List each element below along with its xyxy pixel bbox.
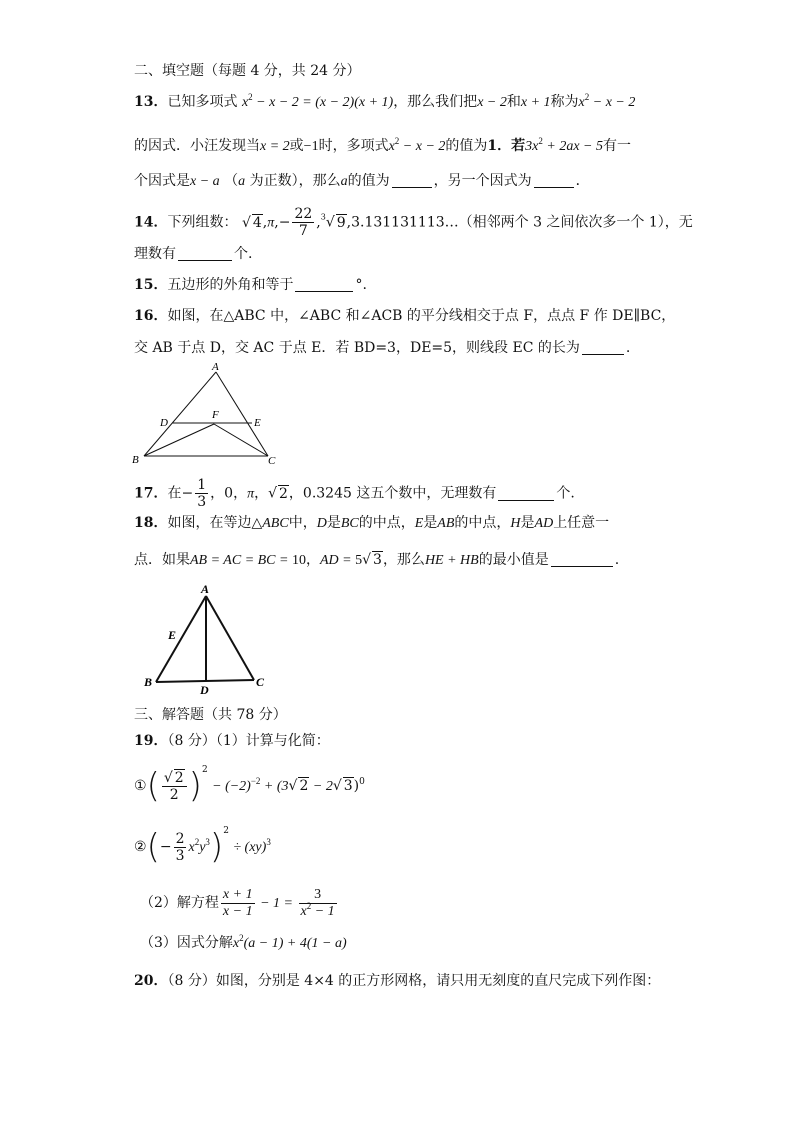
question-17: 17．在− $\frac{1}{3}$ ，0，π，√ 2，0.3245 这五个数中，无理数有 个. <box>134 477 575 510</box>
question-19-calc-1: ①( $\frac{√ 2}{2}$ )$^2 - (-2)^{-2} + (3√$ 2 − 2√ 3)$^0$ <box>134 765 365 806</box>
question-14-line-2: 理数有 个. <box>134 246 253 262</box>
question-13-line-1: 13．已知多项式 $x^2 - x - 2 = (x - 2)(x + 1)$，那么我们把x − 2和x + 1称为$x^2 - x - 2$ <box>134 92 636 110</box>
fraction: $\frac{√ 2}{2}$ <box>162 769 187 803</box>
question-16-line-1: 16．如图，在△ABC 中，∠ABC 和∠ACB 的平分线相交于点 F，点点 F 作 DE∥BC， <box>134 308 676 324</box>
segment-ab <box>156 596 206 682</box>
label-d: D <box>200 683 209 697</box>
answer-blank[interactable] <box>498 486 554 501</box>
figure-18-triangle <box>140 580 280 698</box>
segment-ab <box>144 372 216 456</box>
section-heading: 二、填空题（每题 4 分，共 24 分） <box>134 63 361 79</box>
section-heading: 三、解答题（共 78 分） <box>134 707 287 723</box>
question-14-line-1: 14．下列组数： √ 4,π,− $\frac{22}{7}$ ,$^3$√ 9,3.131131113…（相邻两个 3 之间依次多一个 1），无 <box>134 206 693 239</box>
label-b: B <box>132 454 139 466</box>
question-19-factor: （3）因式分解$x^2(a - 1) + 4(1 - a)$ <box>140 933 347 951</box>
question-18-line-2: 点．如果AB = AC = BC = 10，AD = 5√ 3，那么HE + HB的最小值是 . <box>134 552 620 568</box>
answer-blank[interactable] <box>295 277 353 292</box>
fraction: $\frac{1}{3}$ <box>197 477 207 510</box>
answer-blank[interactable] <box>392 173 432 188</box>
fraction: $\frac{x + 1}{x - 1}$ <box>222 886 253 919</box>
question-13-line-2: 的因式．小汪发现当x = 2或−1时，多项式$x^2 - x - 2$的值为1．若$3x^2 + 2ax - 5$有一 <box>134 136 631 154</box>
label-e: E <box>168 628 177 642</box>
question-19-intro: 19．（8 分）（1）计算与化简： <box>134 733 330 749</box>
question-13-line-3: 个因式是x − a （a 为正数），那么a的值为 ，另一个因式为 ． <box>134 173 590 189</box>
answer-blank[interactable] <box>534 173 574 188</box>
label-c: C <box>268 455 276 467</box>
question-15: 15．五边形的外角和等于 °. <box>134 277 367 293</box>
math-expression: $x^2 - x - 2 = (x - 2)(x + 1)$ <box>241 92 394 110</box>
question-19-equation: （2）解方程 $\frac{x + 1}{x - 1}$ − 1 = $\frac{3}{x^2 - 1}$ <box>140 886 335 919</box>
label-a: A <box>212 361 219 373</box>
sqrt-4: √ 4 <box>241 214 262 231</box>
label-e: E <box>254 417 261 429</box>
question-18-line-1: 18．如图，在等边△ABC中，D是BC的中点，E是AB的中点，H是AD上任意一 <box>134 515 610 531</box>
fraction: $\frac{2}{3}$ <box>175 830 185 864</box>
fraction: $\frac{3}{x^2 - 1}$ <box>300 886 335 919</box>
answer-blank[interactable] <box>582 340 624 355</box>
question-20: 20．（8 分）如图，分别是 4×4 的正方形网格，请只用无刻度的直尺完成下列作图： <box>134 973 661 989</box>
label-a: A <box>201 582 210 596</box>
question-16-line-2: 交 AB 于点 D，交 AC 于点 E．若 BD=3，DE=5，则线段 EC 的长为 . <box>134 340 631 356</box>
label-c: C <box>256 675 265 689</box>
label-f: F <box>212 409 219 421</box>
question-19-calc-2: ②(− $\frac{2}{3}$ $x^2y^3)^2 \div (xy)^3$ <box>134 826 271 867</box>
figure-16-triangle <box>128 360 288 468</box>
label-b: B <box>144 675 153 689</box>
answer-blank[interactable] <box>178 246 232 261</box>
segment-bf <box>144 424 214 456</box>
fraction: $\frac{22}{7}$ <box>294 206 313 239</box>
segment-ac <box>206 596 254 680</box>
segment-ac <box>216 372 268 456</box>
answer-blank[interactable] <box>551 552 613 567</box>
label-d: D <box>160 417 168 429</box>
